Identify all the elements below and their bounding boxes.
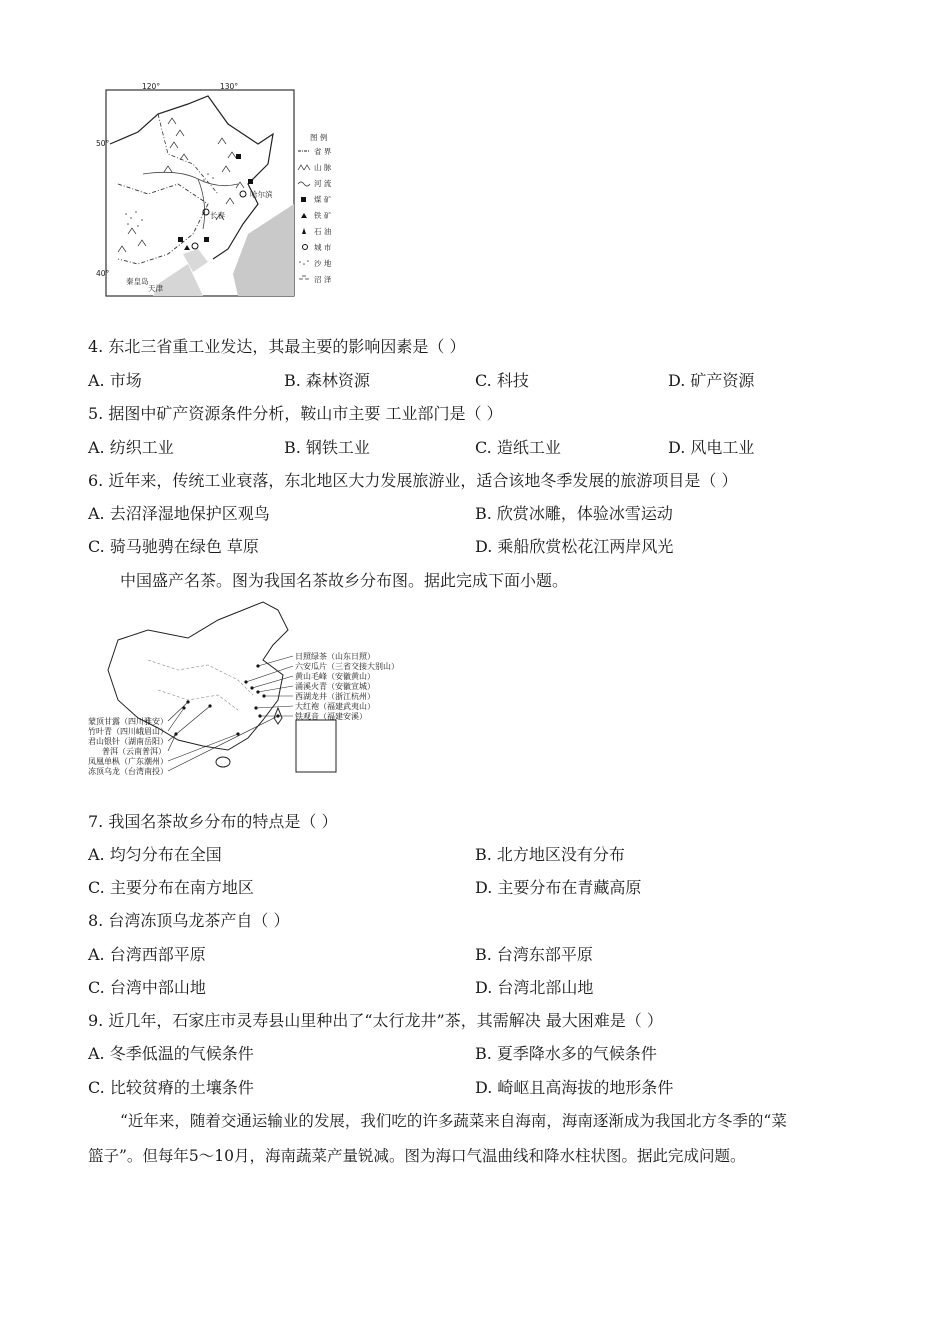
tea-yongxi-label: 涌溪火青（安徽宣城） xyxy=(295,682,375,691)
q4-option-a[interactable]: A. 市场 xyxy=(88,371,142,390)
q5-option-a[interactable]: A. 纺织工业 xyxy=(88,438,174,457)
northeast-china-map xyxy=(98,84,360,300)
intro-tea: 中国盛产名茶。图为我国名茶故乡分布图。据此完成下面小题。 xyxy=(120,571,569,590)
tea-liuan-label: 六安瓜片（三省交接大别山） xyxy=(295,662,399,671)
map1-legend xyxy=(298,132,332,284)
legend-sand: 沙 地 xyxy=(314,259,332,268)
tea-zhuyeqing-label: 竹叶青（四川峨眉山） xyxy=(88,727,168,736)
q5-option-c[interactable]: C. 造纸工业 xyxy=(475,438,561,457)
q8-stem: 8. 台湾冻顶乌龙茶产自（ ） xyxy=(88,911,290,930)
q8-option-a[interactable]: A. 台湾西部平原 xyxy=(88,945,206,964)
q6-option-c[interactable]: C. 骑马驰骋在绿色 草原 xyxy=(88,537,259,556)
q7-stem: 7. 我国名茶故乡分布的特点是（ ） xyxy=(88,812,338,831)
q9-option-d[interactable]: D. 崎岖且高海拔的地形条件 xyxy=(475,1078,674,1097)
city-changchun: 长春 xyxy=(210,211,225,220)
lon-label-130: 130° xyxy=(220,82,239,91)
q5-option-d[interactable]: D. 风电工业 xyxy=(668,438,755,457)
q6-option-b[interactable]: B. 欣赏冰雕，体验冰雪运动 xyxy=(475,504,673,523)
q8-option-c[interactable]: C. 台湾中部山地 xyxy=(88,978,206,997)
tea-junshan-label: 君山银针（湖南岳阳） xyxy=(88,737,168,746)
legend-mountain: 山 脉 xyxy=(314,163,332,172)
legend-title: 图 例 xyxy=(310,133,328,142)
q8-option-b[interactable]: B. 台湾东部平原 xyxy=(475,945,593,964)
q7-option-a[interactable]: A. 均匀分布在全国 xyxy=(88,845,222,864)
intro-hainan-line1: “近年来，随着交通运输业的发展，我们吃的许多蔬菜来自海南，海南逐渐成为我国北方冬季的“菜 xyxy=(120,1112,787,1130)
tea-fenghuang-label: 凤凰单枞（广东潮州） xyxy=(88,757,168,766)
q9-stem: 9. 近几年，石家庄市灵寿县山里种出了“太行龙井”茶，其需解决 最大困难是（ ） xyxy=(88,1011,663,1030)
q7-option-c[interactable]: C. 主要分布在南方地区 xyxy=(88,878,254,897)
q6-stem: 6. 近年来，传统工业衰落，东北地区大力发展旅游业，适合该地冬季发展的旅游项目是（ ） xyxy=(88,471,738,490)
tea-mengding-label: 蒙顶甘露（四川雅安） xyxy=(88,717,168,726)
legend-river: 河 流 xyxy=(314,179,332,188)
q6-option-a[interactable]: A. 去沼泽湿地保护区观鸟 xyxy=(88,504,270,523)
tea-longjing-label: 西湖龙井（浙江杭州） xyxy=(295,692,375,701)
q9-option-b[interactable]: B. 夏季降水多的气候条件 xyxy=(475,1044,657,1063)
city-tianjin: 天津 xyxy=(148,284,163,293)
q4-stem: 4. 东北三省重工业发达，其最主要的影响因素是（ ） xyxy=(88,337,466,356)
q6-option-d[interactable]: D. 乘船欣赏松花江两岸风光 xyxy=(475,537,674,556)
q8-option-d[interactable]: D. 台湾北部山地 xyxy=(475,978,594,997)
legend-city: 城 市 xyxy=(314,243,332,252)
legend-iron: 铁 矿 xyxy=(314,211,332,220)
q5-option-b[interactable]: B. 钢铁工业 xyxy=(284,438,370,457)
q4-option-d[interactable]: D. 矿产资源 xyxy=(668,371,755,390)
legend-border: 省 界 xyxy=(314,147,332,156)
tea-dongding-label: 冻顶乌龙（台湾南投） xyxy=(88,767,168,776)
legend-oil: 石 油 xyxy=(314,227,332,236)
lat-label-50: 50° xyxy=(96,139,110,148)
legend-coal: 煤 矿 xyxy=(314,195,332,204)
q5-stem: 5. 据图中矿产资源条件分析，鞍山市主要 工业部门是（ ） xyxy=(88,404,503,423)
tea-rizhao-label: 日照绿茶（山东日照） xyxy=(295,652,375,661)
tea-puer-label: 普洱（云南普洱） xyxy=(102,747,166,756)
city-harbin: 哈尔滨 xyxy=(250,190,273,199)
q9-option-c[interactable]: C. 比较贫瘠的土壤条件 xyxy=(88,1078,254,1097)
q4-option-b[interactable]: B. 森林资源 xyxy=(284,371,370,390)
city-qinhuangdao: 秦皇岛 xyxy=(126,277,149,286)
lat-label-40: 40° xyxy=(96,269,110,278)
q4-option-c[interactable]: C. 科技 xyxy=(475,371,529,390)
intro-hainan-line2: 篮子”。但每年5～10月，海南蔬菜产量锐减。图为海口气温曲线和降水柱状图。据此完成问题。 xyxy=(88,1147,746,1165)
q9-option-a[interactable]: A. 冬季低温的气候条件 xyxy=(88,1044,254,1063)
q7-option-d[interactable]: D. 主要分布在青藏高原 xyxy=(475,878,642,897)
tea-origins-map xyxy=(88,600,398,780)
lon-label-120: 120° xyxy=(142,82,161,91)
tea-tieguanyin-label: 铁观音（福建安溪） xyxy=(295,712,367,721)
legend-swamp: 沼 泽 xyxy=(314,275,332,284)
tea-huangshan-label: 黄山毛峰（安徽黄山） xyxy=(295,672,375,681)
q7-option-b[interactable]: B. 北方地区没有分布 xyxy=(475,845,625,864)
tea-dahongpao-label: 大红袍（福建武夷山） xyxy=(295,702,375,711)
